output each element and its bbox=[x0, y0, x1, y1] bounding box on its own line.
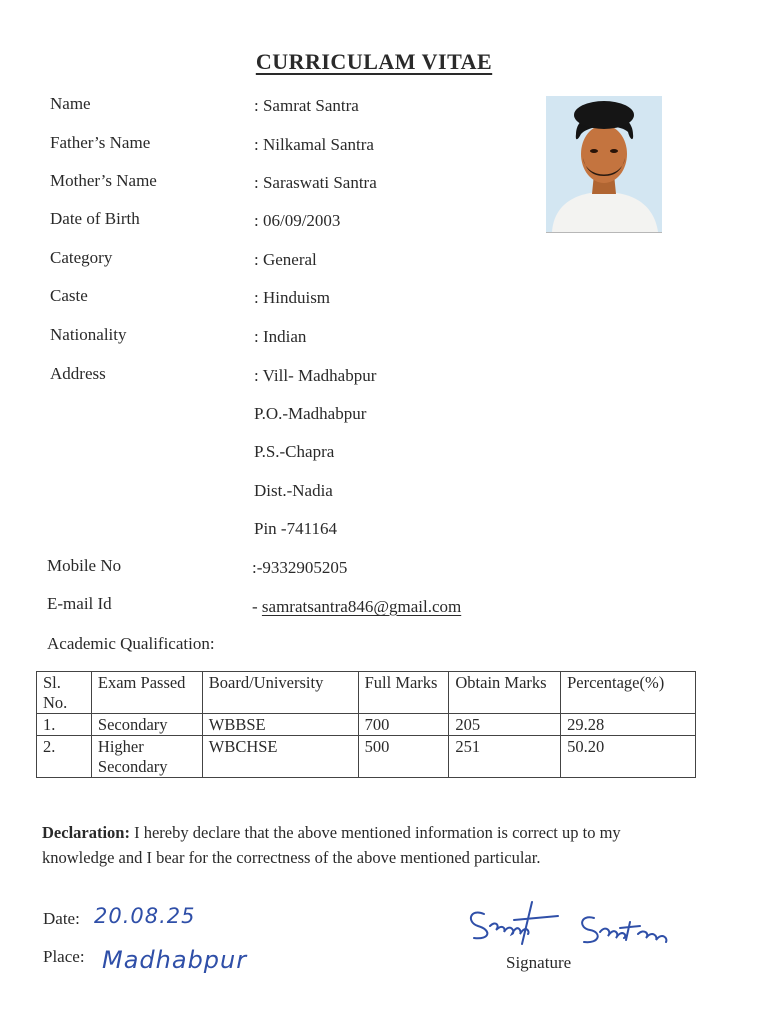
cell-full-marks: 500 bbox=[358, 736, 449, 778]
declaration-label: Declaration: bbox=[42, 823, 130, 842]
email-field bbox=[252, 597, 461, 617]
document-title-text: CURRICULAM VITAE bbox=[255, 49, 493, 74]
address-line: P.S.-Chapra bbox=[254, 442, 335, 461]
signature-name: Samrat Santra bbox=[462, 892, 468, 893]
header-obtain-marks: Obtain Marks bbox=[449, 672, 561, 714]
date-label: Date: bbox=[43, 909, 80, 928]
father-name-value: : Nilkamal Santra bbox=[254, 135, 374, 154]
declaration-paragraph bbox=[42, 820, 682, 870]
cell-sl-no: 2. bbox=[37, 736, 92, 778]
cell-board: WBCHSE bbox=[202, 736, 358, 778]
name-label: Name bbox=[50, 94, 91, 113]
academic-table bbox=[36, 671, 696, 778]
address-label: Address bbox=[50, 364, 106, 383]
email-label: E-mail Id bbox=[47, 594, 112, 613]
signature-icon bbox=[462, 892, 702, 956]
profile-photo bbox=[546, 96, 662, 233]
mother-name-label: Mother’s Name bbox=[50, 171, 157, 190]
place-label: Place: bbox=[43, 947, 85, 966]
address-line: P.O.-Madhabpur bbox=[254, 404, 367, 423]
cell-board: WBBSE bbox=[202, 714, 358, 736]
cell-full-marks: 700 bbox=[358, 714, 449, 736]
caste-value: : Hinduism bbox=[254, 288, 331, 307]
table-row bbox=[37, 714, 696, 736]
dob-label: Date of Birth bbox=[50, 209, 140, 228]
declaration-text: I hereby declare that the above mentioned information is correct up to my knowledge and I bear for the correctness of the above mentioned particular. bbox=[42, 823, 621, 867]
address-line: : Vill- Madhabpur bbox=[254, 366, 377, 385]
header-sl-no: Sl. No. bbox=[37, 672, 92, 714]
nationality-value: : Indian bbox=[254, 327, 307, 346]
date-handwritten: 20.08.25 bbox=[94, 904, 196, 928]
category-value: : General bbox=[254, 250, 317, 269]
email-link[interactable]: samratsantra846@gmail.com bbox=[261, 597, 462, 616]
email-prefix: - bbox=[252, 597, 262, 616]
mobile-value: :-9332905205 bbox=[252, 558, 348, 577]
mother-name-value: : Saraswati Santra bbox=[254, 173, 377, 192]
header-board: Board/University bbox=[202, 672, 358, 714]
address-line: Dist.-Nadia bbox=[254, 481, 333, 500]
cell-exam: Higher Secondary bbox=[91, 736, 202, 778]
person-photo-icon bbox=[546, 96, 662, 232]
signature-label: Signature bbox=[506, 953, 572, 972]
cell-sl-no: 1. bbox=[37, 714, 92, 736]
table-header-row bbox=[37, 672, 696, 714]
name-value: : Samrat Santra bbox=[254, 96, 359, 115]
cell-obtain-marks: 251 bbox=[449, 736, 561, 778]
father-name-label: Father’s Name bbox=[50, 133, 151, 152]
header-full-marks: Full Marks bbox=[358, 672, 449, 714]
document-title bbox=[0, 49, 748, 75]
cell-exam: Secondary bbox=[91, 714, 202, 736]
cell-obtain-marks: 205 bbox=[449, 714, 561, 736]
academic-heading: Academic Qualification: bbox=[47, 634, 215, 653]
dob-value: : 06/09/2003 bbox=[254, 211, 341, 230]
table-row bbox=[37, 736, 696, 778]
cell-percentage: 50.20 bbox=[561, 736, 696, 778]
mobile-label: Mobile No bbox=[47, 556, 122, 575]
category-label: Category bbox=[50, 248, 113, 267]
header-exam: Exam Passed bbox=[91, 672, 202, 714]
address-line: Pin -741164 bbox=[254, 519, 337, 538]
header-percentage: Percentage(%) bbox=[561, 672, 696, 714]
cell-percentage: 29.28 bbox=[561, 714, 696, 736]
place-handwritten: Madhabpur bbox=[102, 946, 248, 974]
nationality-label: Nationality bbox=[50, 325, 127, 344]
caste-label: Caste bbox=[50, 286, 88, 305]
